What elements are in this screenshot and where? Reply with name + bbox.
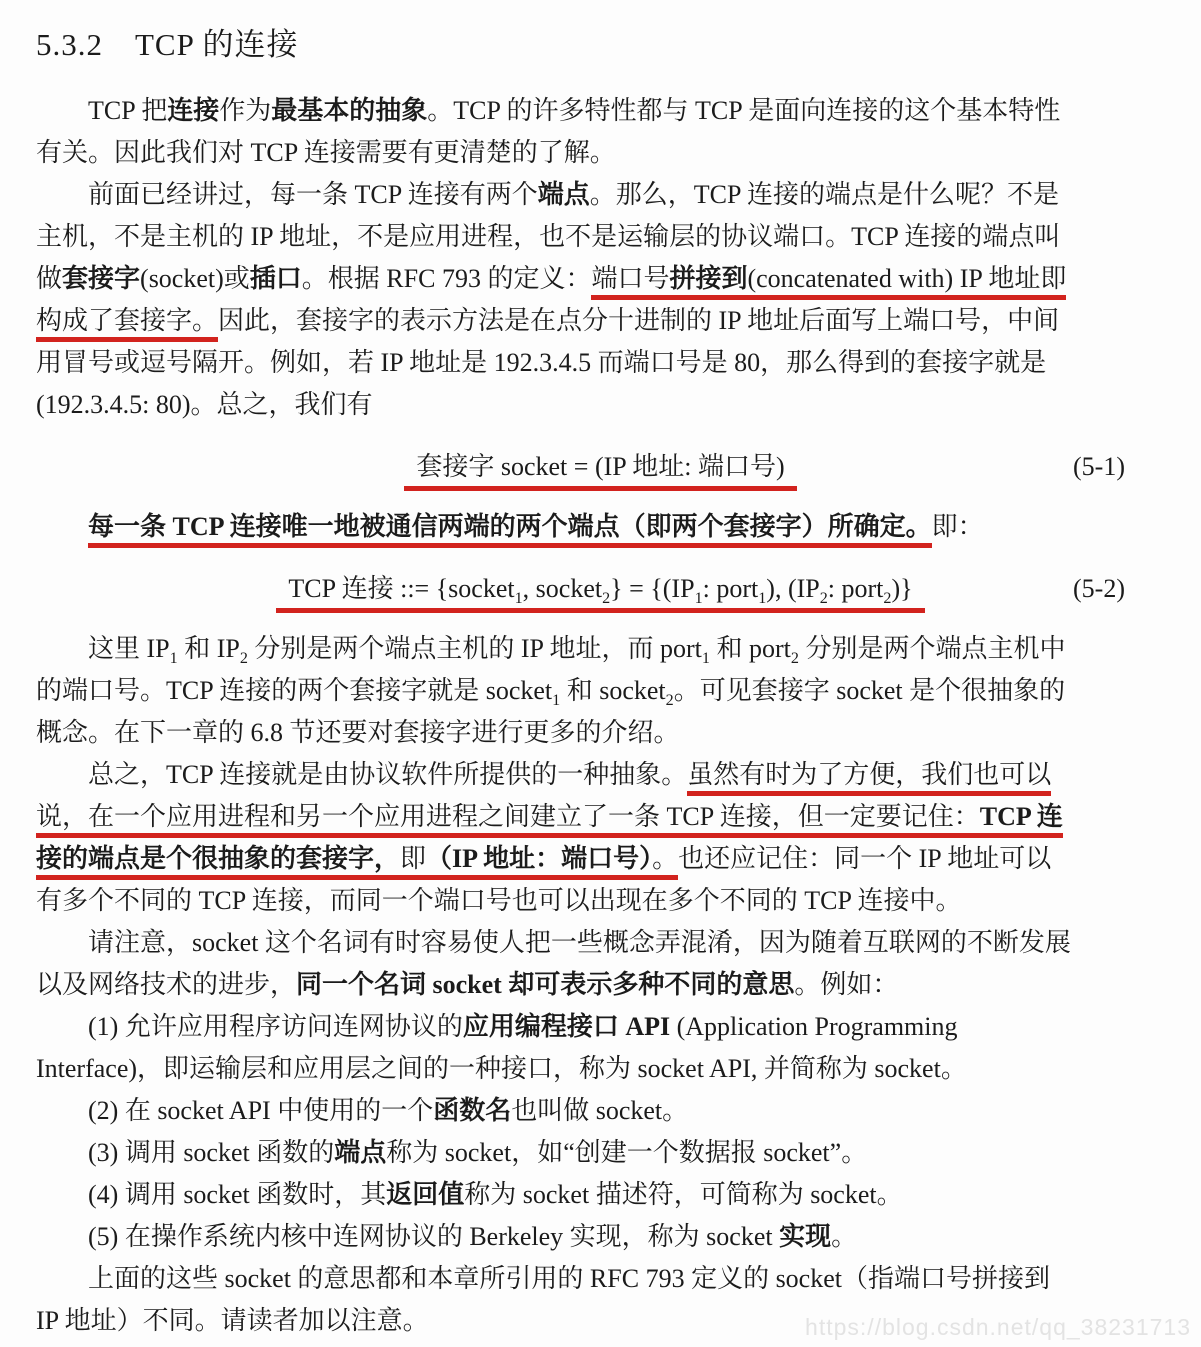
text-line	[36, 1006, 1165, 1048]
red-underline	[88, 512, 932, 548]
text-segment: 返回值	[386, 1180, 465, 1209]
text-segment: 插口	[249, 264, 302, 293]
text-segment: 这里 IP	[88, 634, 170, 663]
text-segment: 同一个名词 socket 却可表示多种不同的意思	[296, 970, 795, 999]
text-segment: 2	[883, 590, 892, 608]
text-segment: 1	[169, 650, 178, 668]
text-segment: (5) 在操作系统内核中连网协议的 Berkeley 实现，称为 socket	[88, 1222, 780, 1251]
text-segment: 主机，不是主机的 IP 地址，不是应用进程，也不是运输层的协议端口。TCP 连接的端点叫	[36, 222, 1061, 251]
text-segment: 1	[758, 590, 767, 608]
text-line	[36, 1174, 1165, 1216]
formula-line	[36, 567, 1165, 611]
text-line	[36, 300, 1165, 342]
text-segment: 2	[665, 692, 674, 710]
text-segment: 端点	[537, 180, 590, 209]
text-segment: 套接字 socket = (IP 地址: 端口号)	[416, 452, 785, 481]
text-segment: 用冒号或逗号隔开。例如，若 IP 地址是 192.3.4.5 而端口号是 80，那么得到的套接字就是	[36, 348, 1047, 377]
text-segment: , socket	[522, 574, 603, 603]
text-segment: 拼接到	[669, 264, 748, 293]
text-segment: (192.3.4.5: 80)。总之，我们有	[36, 390, 373, 419]
text-line	[36, 1216, 1165, 1258]
text-segment: 以及网络技术的进步，	[36, 970, 297, 999]
text-segment: 作为	[219, 96, 272, 125]
text-line	[36, 384, 1165, 426]
text-segment: (3) 调用 socket 函数的	[88, 1138, 335, 1167]
text-line	[36, 1090, 1165, 1132]
text-line	[36, 670, 1165, 712]
text-segment: 和 IP	[177, 634, 240, 663]
text-segment: 1	[701, 650, 710, 668]
text-segment: 。可见套接字 socket 是个很抽象的	[673, 676, 1066, 705]
text-segment: 接的端点是个很抽象的套接字，	[36, 844, 401, 873]
red-underline	[36, 844, 678, 880]
red-underline	[687, 760, 1051, 796]
red-underline	[591, 264, 1066, 300]
text-segment: 2	[819, 590, 828, 608]
text-segment: 应用编程接口 API	[462, 1012, 671, 1041]
text-line	[36, 1048, 1165, 1090]
red-underline	[36, 802, 1063, 838]
text-segment: 和 port	[709, 634, 791, 663]
text-segment: 请注意，socket 这个名词有时容易使人把一些概念弄混淆，因为随着互联网的不断发展	[88, 928, 1071, 957]
text-segment: (1) 允许应用程序访问连网协议的	[88, 1012, 463, 1041]
text-segment: （IP 地址：端口号）	[426, 844, 653, 873]
text-segment: 端口号	[591, 264, 670, 293]
text-segment: 端点	[334, 1138, 387, 1167]
text-segment: 1	[552, 692, 561, 710]
text-line	[36, 754, 1165, 796]
text-segment: 每一条 TCP 连接唯一地被通信两端的两个端点（即两个套接字）所确定。	[88, 512, 932, 541]
text-segment: TCP 把	[88, 96, 168, 125]
red-underline	[276, 574, 924, 613]
text-segment: ), (IP	[766, 574, 820, 603]
text-segment: 的端口号。TCP 连接的两个套接字就是 socket	[36, 676, 553, 705]
text-segment: 。根据 RFC 793 的定义：	[301, 264, 592, 293]
text-segment: 。	[831, 1222, 858, 1251]
text-segment: (Application Programming	[670, 1012, 958, 1041]
text-segment: 和 socket	[560, 676, 666, 705]
watermark-url: https://blog.csdn.net/qq_38231713	[805, 1314, 1191, 1340]
text-segment: IP 地址）不同。请读者加以注意。	[36, 1306, 429, 1335]
text-line	[36, 796, 1165, 838]
text-segment: 实现	[779, 1222, 832, 1251]
text-line	[36, 90, 1165, 132]
red-underline	[36, 306, 218, 342]
text-line	[36, 964, 1165, 1006]
equation-number: (5-1)	[1073, 452, 1125, 481]
equation-number: (5-2)	[1073, 574, 1125, 603]
text-line	[36, 258, 1165, 300]
text-segment: TCP 连	[979, 802, 1063, 831]
text-segment: 连接	[167, 96, 220, 125]
text-segment: (socket)或	[140, 264, 250, 293]
text-segment: 前面已经讲过，每一条 TCP 连接有两个	[88, 180, 538, 209]
text-segment: 2	[239, 650, 248, 668]
section-heading: 5.3.2 TCP 的连接	[36, 27, 299, 62]
text-segment: 2	[790, 650, 799, 668]
text-segment: 构成了套接字。	[36, 306, 219, 335]
text-segment: 称为 socket，如“创建一个数据报 socket”。	[386, 1138, 868, 1167]
text-line	[36, 342, 1165, 384]
text-segment: 上面的这些 socket 的意思都和本章所引用的 RFC 793 定义的 socket（指端口号拼接到	[88, 1264, 1050, 1293]
text-segment: 分别是两个端点主机的 IP 地址，而 port	[247, 634, 702, 663]
text-line	[36, 922, 1165, 964]
text-segment: 有关。因此我们对 TCP 连接需要有更清楚的了解。	[36, 138, 616, 167]
text-segment: : port	[702, 574, 759, 603]
text-segment: (2) 在 socket API 中使用的一个	[88, 1096, 434, 1125]
text-segment: 2	[602, 590, 611, 608]
text-segment: 1	[694, 590, 703, 608]
document-body	[36, 90, 1165, 1342]
text-segment: 因此，套接字的表示方法是在点分十进制的 IP 地址后面写上端口号，中间	[218, 306, 1060, 335]
text-segment: 。那么，TCP 连接的端点是什么呢？不是	[589, 180, 1059, 209]
text-segment: Interface)，即运输层和应用层之间的一种接口，称为 socket API, 并简称为 socket。	[36, 1054, 967, 1083]
text-segment: (concatenated with) IP 地址即	[747, 264, 1067, 293]
text-line	[36, 712, 1165, 754]
text-segment: (4) 调用 socket 函数时，其	[88, 1180, 387, 1209]
text-line	[36, 132, 1165, 174]
text-segment: 。TCP 的许多特性都与 TCP 是面向连接的这个基本特性	[427, 96, 1061, 125]
text-line	[36, 1132, 1165, 1174]
text-segment: 做	[36, 264, 63, 293]
text-segment: 称为 socket 描述符，可简称为 socket。	[464, 1180, 903, 1209]
text-segment: 总之，TCP 连接就是由协议软件所提供的一种抽象。	[88, 760, 688, 789]
text-segment: 即	[400, 844, 427, 873]
text-segment: 也还应记住：同一个 IP 地址可以	[678, 844, 1052, 873]
text-segment: 即：	[931, 512, 984, 541]
text-line	[36, 628, 1165, 670]
text-line	[36, 838, 1165, 880]
text-segment: : port	[827, 574, 884, 603]
text-line	[36, 880, 1165, 922]
text-segment: 。例如：	[794, 970, 899, 999]
text-segment: 最基本的抽象	[271, 96, 428, 125]
text-segment: 套接字	[62, 264, 141, 293]
text-segment: } = {(IP	[610, 574, 695, 603]
text-segment: 。	[652, 844, 679, 873]
text-segment: TCP 连接 ::= {socket	[288, 574, 515, 603]
text-line	[36, 216, 1165, 258]
text-segment: 分别是两个端点主机中	[798, 634, 1066, 663]
text-segment: 函数名	[433, 1096, 512, 1125]
text-segment: 有多个不同的 TCP 连接，而同一个端口号也可以出现在多个不同的 TCP 连接中。	[36, 886, 962, 915]
text-segment: )}	[891, 574, 913, 603]
text-segment: 概念。在下一章的 6.8 节还要对套接字进行更多的介绍。	[36, 718, 680, 747]
text-segment: 说，在一个应用进程和另一个应用进程之间建立了一条 TCP 连接，但一定要记住：	[36, 802, 980, 831]
formula-line	[36, 445, 1165, 489]
text-line	[36, 506, 1165, 548]
text-segment: 也叫做 socket。	[511, 1096, 689, 1125]
text-line	[36, 174, 1165, 216]
text-line	[36, 1258, 1165, 1300]
red-underline	[404, 452, 796, 491]
text-segment: 虽然有时为了方便，我们也可以	[687, 760, 1052, 789]
text-segment: 1	[514, 590, 523, 608]
